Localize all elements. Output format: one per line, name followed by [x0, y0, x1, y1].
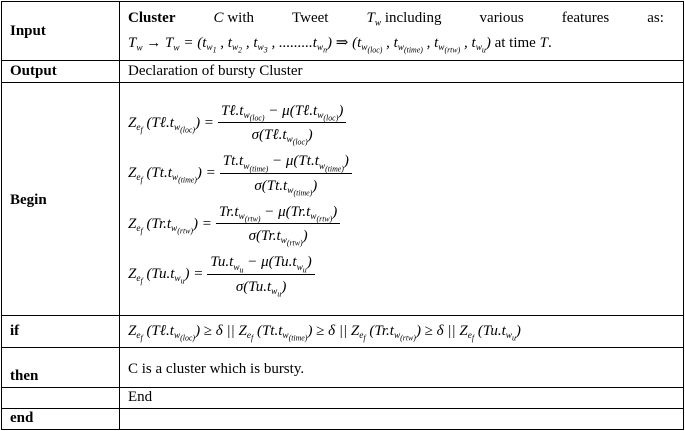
input-various: various — [479, 10, 524, 27]
eq3-numerator: $Tr.t_{w_{(rtw)}} - \mu(Tr.t_{w_{(rtw)}})$ — [216, 202, 340, 224]
eq1-fraction — [218, 101, 346, 146]
label-input: Input — [2, 2, 120, 61]
input-cluster: Cluster — [128, 10, 176, 27]
row-then-end — [2, 387, 684, 408]
eq4-denominator: $\sigma(Tu.t_{w_u})$ — [235, 278, 287, 299]
input-content — [120, 2, 684, 61]
label-begin: Begin — [2, 83, 120, 316]
eq1-numerator: $T\ell.t_{w_{(loc)}}$ − $\mu(T\ell.t_{w_{(loc)}})$ — [218, 101, 346, 123]
row-begin — [2, 83, 684, 316]
input-time-var: T — [539, 35, 548, 52]
eq2-numerator: $Tt.t_{w_{(time)}} - \mu(Tt.t_{w_{(time)}})$ — [220, 151, 352, 173]
row-then — [2, 347, 684, 387]
label-then: then — [2, 347, 120, 387]
input-formula: $T_w \to T_w = (t_{w_1}$ , $t_{w_2}$ , $t_{w_3}$ , $.........t_{w_n}$) ⇒ ($t_{w_{(loc)}}$ , $t_{w_{(time)}}$ , $t_{w_{(rtw)}}$ , $t_{w_u}$) — [128, 35, 491, 55]
zscore-equation-time — [128, 148, 675, 199]
input-tw: $T_w$ including — [366, 10, 442, 29]
zscore-equation-loc — [128, 98, 675, 149]
eq1-denominator: $\sigma(T\ell.t_{w_{(loc)}})$ — [251, 127, 313, 147]
input-c-with: C with — [213, 10, 254, 27]
eq3-lhs: $Z_{e_f}$ $(Tr.t_{w_{(rtw)}})$ = — [128, 215, 212, 236]
eq4-lhs: $Z_{e_f}$ $(Tu.t_{w_u})$ = — [128, 266, 204, 286]
input-tweet: Tweet — [292, 10, 329, 27]
input-line-1 — [128, 9, 664, 28]
input-line-2: $T_w \to T_w = (t_{w_1}$ , $t_{w_2}$ , $t_{w_3}$ , $.........t_{w_n}$) ⇒ ($t_{w_{(loc)}}$ , $t_{w_{(time)}}$ , $t_{w_{(rtw)}}$ , $t_{w_u}$) at time T. — [128, 35, 552, 55]
eq3-fraction — [216, 202, 340, 247]
output-text: Declaration of bursty Cluster — [120, 61, 684, 83]
then-text: C is a cluster which is bursty. — [120, 347, 684, 387]
input-as: as: — [647, 10, 664, 27]
row-end — [2, 408, 684, 429]
row-if — [2, 315, 684, 347]
input-features: features — [561, 10, 610, 27]
eq2-denominator: $\sigma(Tt.t_{w_{(time)}})$ — [254, 177, 318, 198]
label-end: end — [2, 408, 120, 429]
eq3-denominator: $\sigma(Tr.t_{w_{(rtw)}})$ — [248, 228, 308, 248]
algorithm-table — [1, 1, 684, 430]
row-input — [2, 2, 684, 61]
row-output — [2, 61, 684, 83]
eq2-fraction — [220, 151, 352, 196]
then-end-text: End — [120, 387, 684, 408]
if-formula: $Z_{e_f}$ $(T\ell.t_{w_{(loc)}}) \ge \delta$ || $Z_{e_f}$ $(Tt.t_{w_{(time)}}) \ge \delta$ || $Z_{e_f}$ $(Tr.t_{w_{(rtw)}}) \ge \delta$ || $Z_{e_f}$ $(Tu.t_{w_u})$ — [128, 322, 521, 343]
end-empty-cell — [120, 408, 684, 429]
zscore-equation-rtw — [128, 199, 675, 250]
begin-content — [120, 83, 684, 316]
eq1-lhs: $Z_{e_f}$ $(T\ell.t_{w_{(loc)}})$ = — [128, 114, 214, 135]
label-output: Output — [2, 61, 120, 83]
eq4-fraction — [207, 252, 314, 297]
input-at-time: at time — [494, 35, 536, 52]
label-if: if — [2, 315, 120, 347]
if-condition — [120, 315, 684, 347]
eq2-lhs: $Z_{e_f}$ $(Tt.t_{w_{(time)}})$ = — [128, 165, 216, 185]
label-empty — [2, 387, 120, 408]
zscore-equation-u — [128, 249, 675, 300]
eq4-numerator: $Tu.t_{w_u} - \mu(Tu.t_{w_u})$ — [207, 252, 314, 274]
